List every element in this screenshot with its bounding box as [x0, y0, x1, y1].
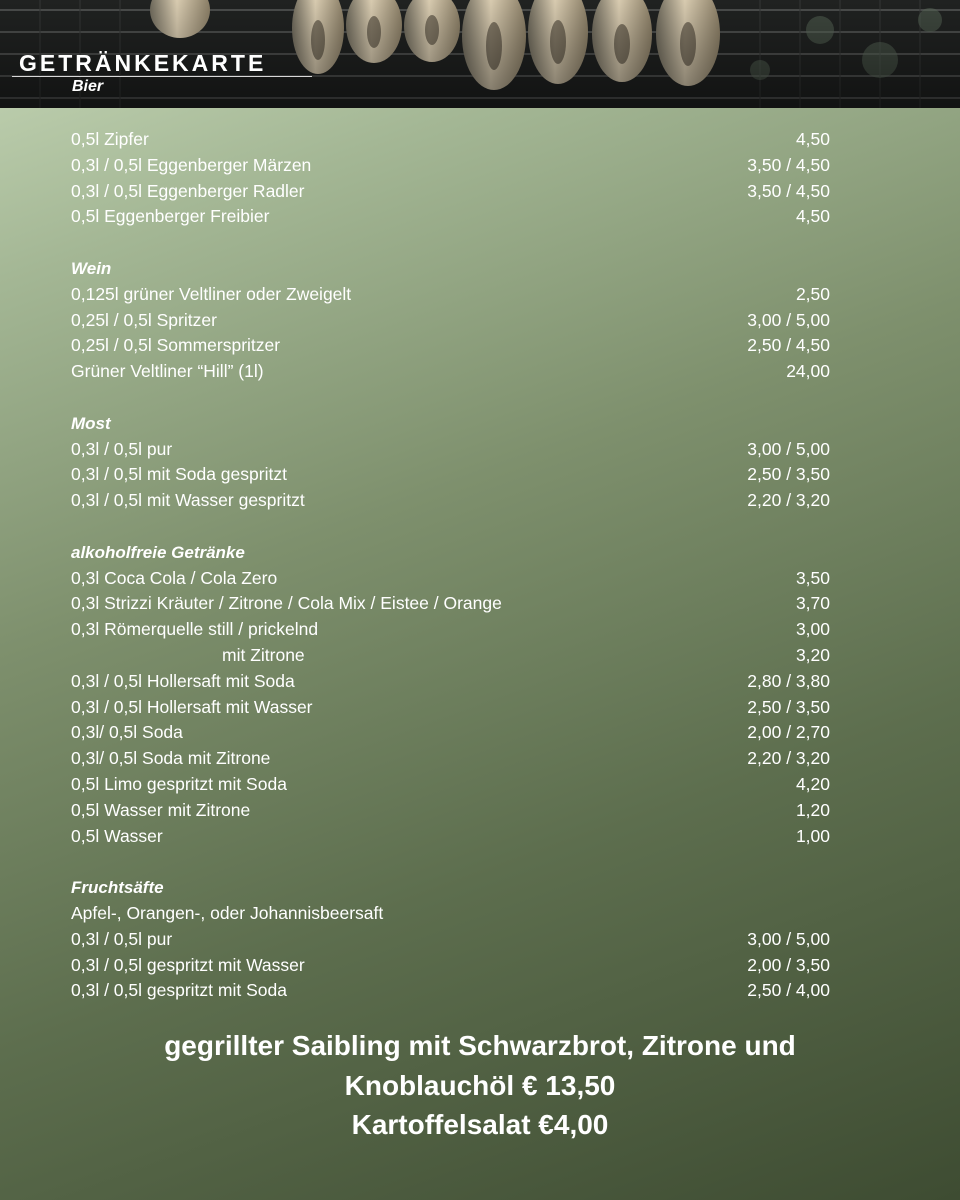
special-line: gegrillter Saibling mit Schwarzbrot, Zitrone und: [164, 1030, 796, 1061]
item-price: 1,20: [795, 799, 830, 820]
menu-item: [71, 695, 830, 721]
menu-item: [71, 282, 830, 308]
menu-item: [71, 359, 830, 385]
menu-item: [71, 746, 830, 772]
item-name: 0,3l / 0,5l Hollersaft mit Wasser: [71, 696, 313, 717]
item-name: 0,5l Zipfer: [71, 129, 149, 149]
item-name: Grüner Veltliner “Hill” (1l): [71, 361, 264, 382]
item-price: 4,50: [795, 206, 830, 227]
item-name: 0,5l Eggenberger Freibier: [71, 206, 270, 227]
item-price: 3,70: [795, 593, 830, 614]
special-offer: [0, 1026, 960, 1145]
menu-item: [71, 953, 830, 979]
menu-item: [71, 978, 830, 1004]
item-price: 2,50: [795, 283, 830, 304]
item-name: 0,3l / 0,5l Hollersaft mit Soda: [71, 670, 295, 691]
item-name: 0,3l / 0,5l mit Soda gespritzt: [71, 464, 287, 485]
item-price: 3,00 / 5,00: [747, 309, 830, 330]
special-line: Kartoffelsalat €4,00: [351, 1109, 609, 1140]
menu-item: [71, 669, 830, 695]
drinks-menu: [71, 127, 830, 1030]
group-wein: [71, 256, 830, 385]
item-price: 4,50: [795, 129, 830, 149]
menu-item: [71, 927, 830, 953]
section-note: Apfel-, Orangen-, oder Johannisbeersaft: [71, 902, 384, 923]
special-line: Knoblauchöl € 13,50: [344, 1069, 616, 1101]
menu-item: [71, 772, 830, 798]
item-price: 3,20: [795, 644, 830, 665]
menu-item: [71, 153, 830, 179]
item-name: 0,3l Römerquelle still / prickelnd: [71, 619, 319, 640]
group-alkoholfrei: [71, 540, 830, 850]
title-divider: [12, 76, 312, 77]
menu-item: [71, 179, 830, 205]
menu-item: [71, 566, 830, 592]
item-price: 2,50 / 3,50: [747, 464, 830, 485]
section-title-most: Most: [71, 413, 111, 433]
item-name: 0,3l / 0,5l gespritzt mit Soda: [71, 980, 287, 1001]
item-name: 0,3l / 0,5l Eggenberger Radler: [71, 180, 305, 201]
item-name: 0,3l/ 0,5l Soda: [71, 722, 183, 743]
item-name: 0,25l / 0,5l Sommerspritzer: [71, 335, 281, 356]
menu-item: [71, 824, 830, 850]
item-price: 3,50 / 4,50: [747, 154, 830, 175]
item-price: 2,00 / 3,50: [747, 954, 830, 975]
section-title-wein: Wein: [71, 258, 112, 278]
item-name: 0,3l / 0,5l pur: [71, 928, 173, 949]
item-price: 3,00: [795, 619, 830, 640]
item-price: 2,20 / 3,20: [747, 748, 830, 769]
menu-item: [71, 462, 830, 488]
menu-item: [71, 333, 830, 359]
menu-item: [71, 308, 830, 334]
section-title-fruchtsaefte: Fruchtsäfte: [71, 878, 164, 898]
item-price: 2,20 / 3,20: [747, 490, 830, 511]
item-name: 0,125l grüner Veltliner oder Zweigelt: [71, 283, 352, 304]
item-name: 0,3l / 0,5l gespritzt mit Wasser: [71, 954, 305, 975]
menu-item: [71, 437, 830, 463]
item-name: 0,5l Wasser mit Zitrone: [71, 799, 251, 820]
item-name: 0,3l/ 0,5l Soda mit Zitrone: [71, 748, 271, 769]
item-price: 1,00: [795, 825, 830, 846]
item-price: 3,00 / 5,00: [747, 928, 830, 949]
item-name: 0,5l Limo gespritzt mit Soda: [71, 773, 287, 794]
group-most: [71, 411, 830, 514]
menu-item: [71, 204, 830, 230]
menu-item: [71, 798, 830, 824]
item-name: 0,3l Strizzi Kräuter / Zitrone / Cola Mix / Eistee / Orange: [71, 593, 502, 614]
group-fruchtsaefte: [71, 875, 830, 1004]
menu-item: [71, 591, 830, 617]
item-name: 0,3l / 0,5l Eggenberger Märzen: [71, 154, 312, 175]
group-bier: [71, 127, 830, 230]
item-price: 3,50: [795, 567, 830, 588]
item-price: 2,80 / 3,80: [747, 670, 830, 691]
item-price: 2,50 / 4,50: [747, 335, 830, 356]
menu-item: [71, 720, 830, 746]
section-title-alkoholfrei: alkoholfreie Getränke: [71, 542, 245, 562]
section-title-bier: Bier: [72, 78, 104, 95]
item-price: 2,50 / 3,50: [747, 696, 830, 717]
item-name: mit Zitrone: [222, 644, 305, 665]
item-name: 0,5l Wasser: [71, 825, 163, 846]
item-price: 2,50 / 4,00: [747, 980, 830, 1001]
item-price: 2,00 / 2,70: [747, 722, 830, 743]
item-price: 3,00 / 5,00: [747, 438, 830, 459]
item-name: 0,25l / 0,5l Spritzer: [71, 309, 217, 330]
menu-item: [71, 617, 830, 643]
item-name: 0,3l / 0,5l pur: [71, 438, 173, 459]
menu-item: [71, 488, 830, 514]
item-price: 4,20: [795, 773, 830, 794]
item-name: 0,3l / 0,5l mit Wasser gespritzt: [71, 490, 305, 511]
menu-item: [71, 127, 830, 153]
item-price: 24,00: [786, 361, 830, 382]
page-title: GETRÄNKEKARTE: [19, 50, 267, 76]
header-banner: [0, 0, 960, 108]
menu-item: [71, 643, 830, 669]
item-name: 0,3l Coca Cola / Cola Zero: [71, 567, 278, 588]
item-price: 3,50 / 4,50: [747, 180, 830, 201]
